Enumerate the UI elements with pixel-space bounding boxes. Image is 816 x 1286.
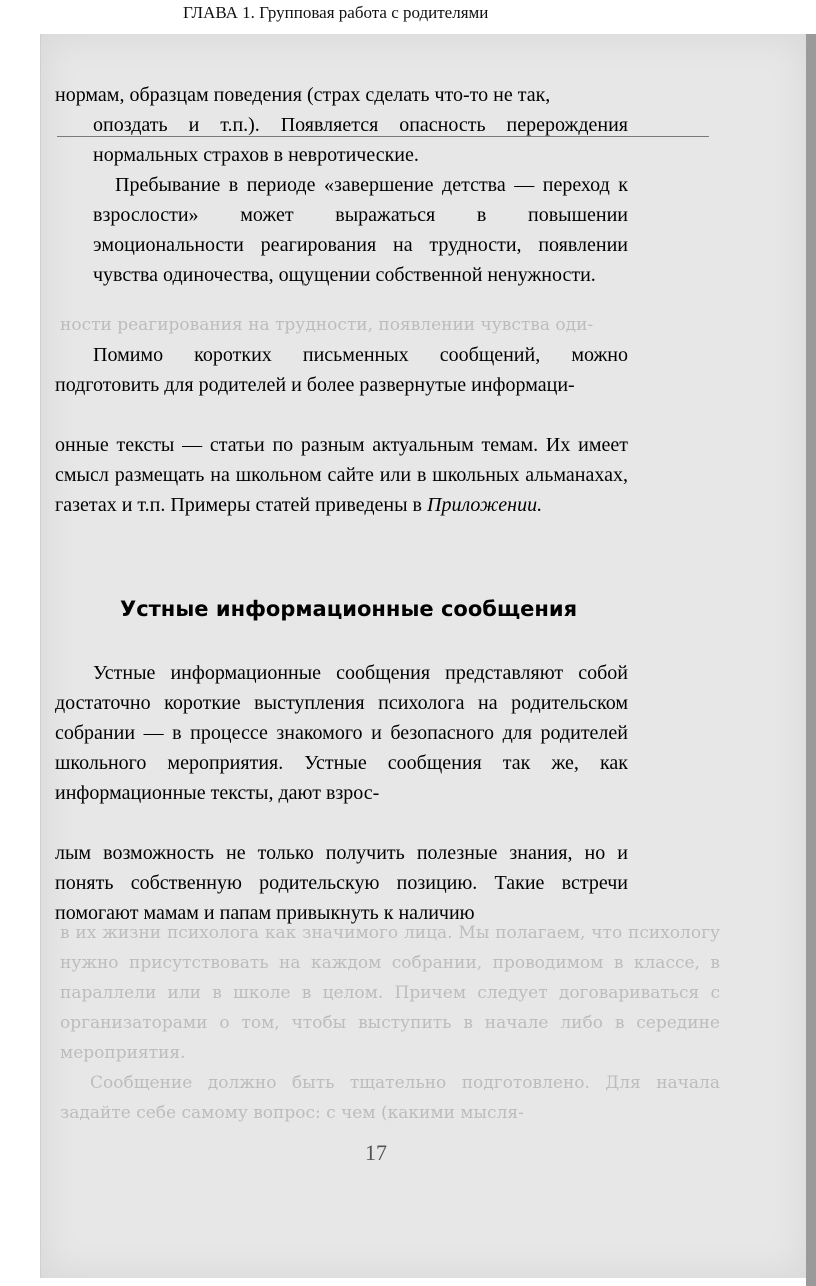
paragraph-4-start: Устные информационные сообщения представляют собой достаточно короткие выступления психолога на родительском собрании — в процессе знакомого и безопасного для родителей школьного мероприятия. Устные сообщения так же, как информационные тексты, дают взрос-	[55, 662, 628, 804]
scan-ghost-line: ности реагирования на трудности, появлении чувства оди-	[60, 315, 594, 335]
page-number: 17	[365, 1140, 387, 1165]
section-heading: Устные информационные сообщения	[120, 597, 578, 621]
paragraph-3-continuation	[55, 430, 628, 520]
paragraph-3-start: Помимо коротких письменных сообщений, можно подготовить для родителей и более развернутые информаци-	[55, 344, 628, 396]
paragraph-3-text: онные тексты — статьи по разным актуальным темам. Их имеет смысл размещать на школьном сайте или в школьных альманахах, газетах и т.п. Примеры статей приведены в	[55, 434, 628, 516]
appendix-reference: Приложении.	[427, 494, 543, 516]
scan-ghost-paragraph-2: Сообщение должно быть тщательно подготовлено. Для начала задайте себе самому вопрос: с чем (какими мысля-	[60, 1073, 720, 1123]
scan-edge-shadow	[806, 34, 816, 1286]
running-head-text: ГЛАВА 1. Групповая работа с родителями	[183, 3, 489, 22]
paragraph-1-start: нормам, образцам поведения (страх сделать что-то не так,	[55, 84, 551, 106]
scan-ghost-paragraph: в их жизни психолога как значимого лица. Мы полагаем, что психологу нужно присутствовать на каждом собрании, проводимом в классе, в параллели или в школе в целом. Причем следует договариваться с организаторами о том, чтобы выступить в начале либо в середине мероприятия.	[60, 923, 720, 1063]
running-header	[0, 0, 816, 34]
paragraph-1-continuation: опоздать и т.п.). Появляется опасность перерождения нормальных страхов в невротические.	[93, 114, 628, 166]
paragraph-2: Пребывание в периоде «завершение детства — переход к взрослости» может выражаться в повышении эмоциональности реагирования на трудности, появлении чувства одиночества, ощущении собственной ненужности.	[93, 174, 628, 286]
paragraph-4-continuation: лым возможность не только получить полезные знания, но и понять собственную родительскую позицию. Такие встречи помогают мамам и папам привыкнуть к наличию	[55, 842, 628, 924]
